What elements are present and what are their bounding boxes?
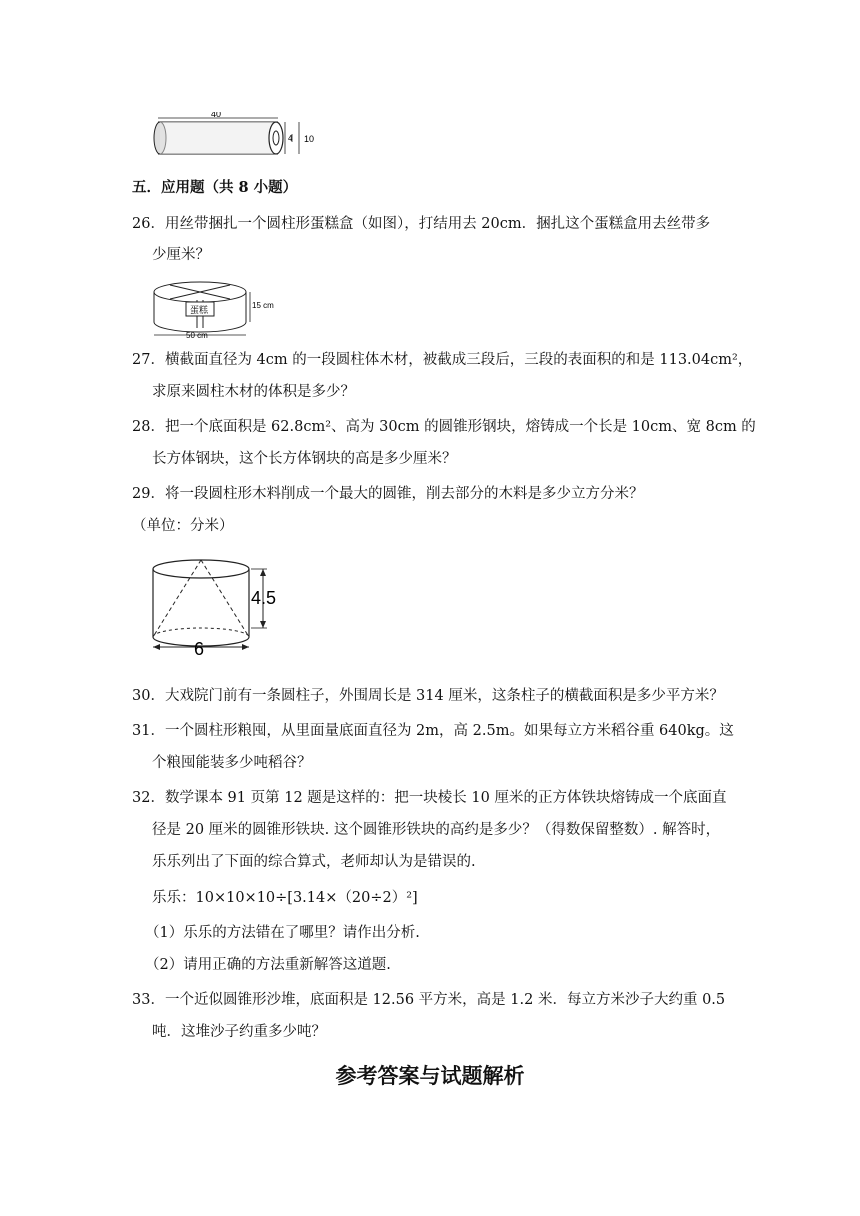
cylinder-diameter-label: 6 [194,639,205,659]
q31-line1: 31．一个圆柱形粮囤，从里面量底面直径为 2m，高 2.5m。如果每立方米稻谷重 640kg。这 [132,723,734,739]
cake-height-label: 15 cm [252,301,274,310]
tube-figure [148,112,328,162]
q26-line1: 26．用丝带捆扎一个圆柱形蛋糕盒（如图），打结用去 20cm．捆扎这个蛋糕盒用去丝带多 [132,216,711,232]
cake-box-figure [150,278,280,340]
q29-line1: 29．将一段圆柱形木料削成一个最大的圆锥，削去部分的木料是多少立方分米？ [132,486,644,502]
answers-title: 参考答案与试题解析 [335,1064,525,1088]
q33-line1: 33．一个近似圆锥形沙堆，底面积是 12.56 平方米，高是 1.2 米．每立方米沙子大约重 0.5 [132,992,726,1008]
q28-line2: 长方体钢块，这个长方体钢块的高是多少厘米？ [152,451,457,467]
cylinder-cone-figure [145,555,285,665]
q30-line1: 30．大戏院门前有一条圆柱子，外围周长是 314 厘米，这条柱子的横截面积是多少平方米？ [132,688,724,704]
q26-line2: 少厘米？ [152,247,210,263]
q32-sub1: （1）乐乐的方法错在了哪里？请作出分析. [145,925,420,941]
q31-line2: 个粮囤能装多少吨稻谷？ [152,755,312,771]
q32-line2: 径是 20 厘米的圆锥形铁块. 这个圆锥形铁块的高约是多少？（得数保留整数）. 解答时， [152,822,721,838]
tube-outer-label: 10 [304,134,315,144]
q29-line2: （单位：分米） [132,518,234,534]
cylinder-height-label: 4.5 [251,588,277,608]
q33-line2: 吨．这堆沙子约重多少吨？ [152,1024,326,1040]
q28-line1: 28．把一个底面积是 62.8cm²、高为 30cm 的圆锥形钢块，熔铸成一个长是 10cm、宽 8cm 的 [132,419,756,435]
cake-width-label: 50 cm [186,331,208,340]
q27-line1: 27．横截面直径为 4cm 的一段圆柱体木材，被截成三段后，三段的表面积的和是 113.04cm²， [132,352,753,368]
q27-line2: 求原来圆柱木材的体积是多少？ [152,384,355,400]
tube-inner-label: 4 [288,134,293,143]
tube-length-label: 40 [211,112,222,119]
q32-line1: 32．数学课本 91 页第 12 题是这样的：把一块棱长 10 厘米的正方体铁块熔铸成一个底面直 [132,790,727,806]
q32-line3: 乐乐列出了下面的综合算式，老师却认为是错误的. [152,854,476,870]
section-heading: 五．应用题（共 8 小题） [132,179,298,196]
cake-box-label: 蛋糕 [190,305,209,315]
q32-sub2: （2）请用正确的方法重新解答这道题. [145,957,391,973]
q32-formula: 乐乐：10×10×10÷[3.14×（20÷2）²] [152,890,418,906]
